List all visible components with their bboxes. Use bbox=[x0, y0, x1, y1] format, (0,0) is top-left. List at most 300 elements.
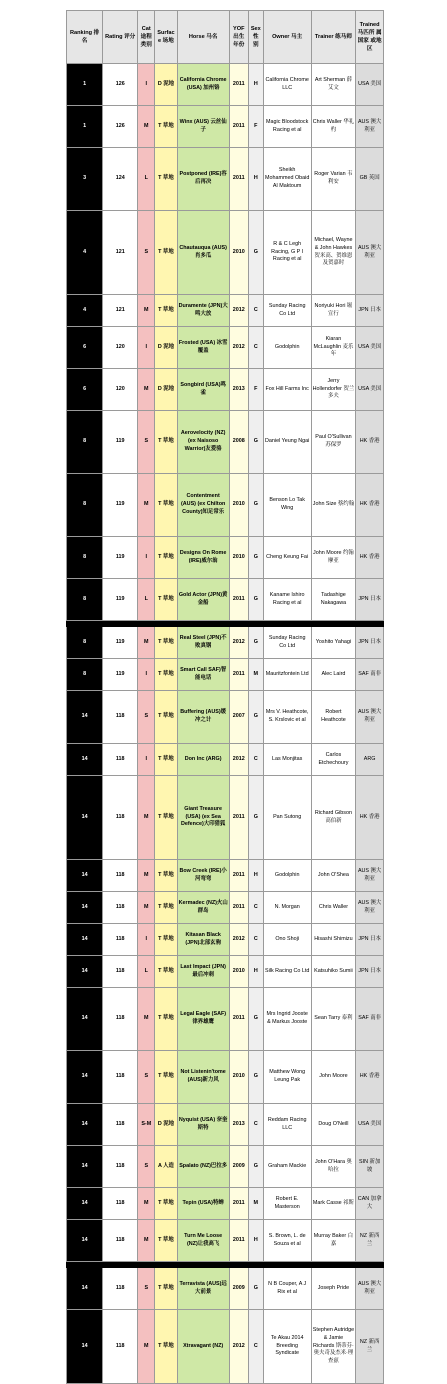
cat-cell: I bbox=[138, 924, 155, 956]
sex-cell: G bbox=[248, 988, 263, 1051]
cat-cell: I bbox=[138, 537, 155, 579]
rating-cell: 118 bbox=[103, 1146, 138, 1188]
horse-cell: Aerovelocity (NZ) (ex Naisoso Warrior)友爱骆 bbox=[177, 411, 229, 474]
trainer-cell: Katsuhiko Sumii bbox=[311, 956, 356, 988]
surface-cell: T 草地 bbox=[155, 106, 177, 148]
owner-cell: Pan Sutong bbox=[263, 776, 311, 860]
yof-cell: 2008 bbox=[229, 411, 248, 474]
table-row bbox=[67, 211, 384, 295]
header-surface[interactable]: Surface 场地 bbox=[155, 11, 177, 64]
yof-cell: 2013 bbox=[229, 1104, 248, 1146]
table-row bbox=[67, 627, 384, 659]
table-row bbox=[67, 474, 384, 537]
trainer-cell: John Size 蔡约翰 bbox=[311, 474, 356, 537]
rating-cell: 119 bbox=[103, 411, 138, 474]
cat-cell: L bbox=[138, 956, 155, 988]
cat-cell: L bbox=[138, 579, 155, 621]
yof-cell: 2010 bbox=[229, 956, 248, 988]
sex-cell: M bbox=[248, 1188, 263, 1220]
table-row bbox=[67, 1268, 384, 1310]
rating-cell: 118 bbox=[103, 860, 138, 892]
sex-cell: H bbox=[248, 956, 263, 988]
rating-cell: 124 bbox=[103, 148, 138, 211]
yof-cell: 2013 bbox=[229, 369, 248, 411]
rank-cell: 14 bbox=[67, 1310, 103, 1384]
rank-cell: 8 bbox=[67, 627, 103, 659]
header-sex[interactable]: Sex 性 别 bbox=[248, 11, 263, 64]
trainer-cell: Paul O'Sullivan 苏保罗 bbox=[311, 411, 356, 474]
cat-cell: I bbox=[138, 327, 155, 369]
owner-cell: Godolphin bbox=[263, 860, 311, 892]
yof-cell: 2011 bbox=[229, 1188, 248, 1220]
owner-cell: Sunday Racing Co Ltd bbox=[263, 295, 311, 327]
sex-cell: F bbox=[248, 369, 263, 411]
owner-cell: Sunday Racing Co Ltd bbox=[263, 627, 311, 659]
surface-cell: D 泥地 bbox=[155, 369, 177, 411]
horse-cell: California Chrome (USA) 加州铬 bbox=[177, 64, 229, 106]
header-horse[interactable]: Horse 马名 bbox=[177, 11, 229, 64]
sex-cell: C bbox=[248, 295, 263, 327]
trained-cell: JPN 日本 bbox=[356, 924, 384, 956]
surface-cell: T 草地 bbox=[155, 295, 177, 327]
cat-cell: M bbox=[138, 295, 155, 327]
trained-cell: NZ 新西兰 bbox=[356, 1220, 384, 1262]
rating-cell: 120 bbox=[103, 327, 138, 369]
horse-cell: Contentment (AUS) (ex Chilton County)知足常乐 bbox=[177, 474, 229, 537]
trained-cell: SIN 新加坡 bbox=[356, 1146, 384, 1188]
sex-cell: C bbox=[248, 892, 263, 924]
owner-cell: Kaname Ishiro Racing et al bbox=[263, 579, 311, 621]
owner-cell: Daniel Yeung Ngai bbox=[263, 411, 311, 474]
sex-cell: G bbox=[248, 1051, 263, 1104]
sex-cell: C bbox=[248, 924, 263, 956]
horse-cell: Buffering (AUS)缓冲之计 bbox=[177, 691, 229, 744]
horse-cell: Don Inc (ARG) bbox=[177, 744, 229, 776]
header-cat[interactable]: Cat 途程 类别 bbox=[138, 11, 155, 64]
sex-cell: C bbox=[248, 1310, 263, 1384]
trainer-cell: Noriyuki Hori 堀宣行 bbox=[311, 295, 356, 327]
trained-cell: HK 香港 bbox=[356, 1051, 384, 1104]
sex-cell: G bbox=[248, 211, 263, 295]
rank-cell: 8 bbox=[67, 579, 103, 621]
rank-cell: 14 bbox=[67, 776, 103, 860]
table-row bbox=[67, 659, 384, 691]
rating-cell: 118 bbox=[103, 776, 138, 860]
trainer-cell: Doug O'Neill bbox=[311, 1104, 356, 1146]
rating-cell: 118 bbox=[103, 1268, 138, 1310]
horse-cell: Turn Me Loose (NZ)让我高飞 bbox=[177, 1220, 229, 1262]
header-trained[interactable]: Trained 马匹所 属国家 或地区 bbox=[356, 11, 384, 64]
trained-cell: SAF 南非 bbox=[356, 988, 384, 1051]
trainer-cell: Richard Gibson 高伯新 bbox=[311, 776, 356, 860]
rating-cell: 119 bbox=[103, 537, 138, 579]
header-rating[interactable]: Rating 评分 bbox=[103, 11, 138, 64]
surface-cell: T 草地 bbox=[155, 1188, 177, 1220]
yof-cell: 2012 bbox=[229, 295, 248, 327]
table-row bbox=[67, 860, 384, 892]
rating-cell: 119 bbox=[103, 659, 138, 691]
horse-cell: Giant Treasure (USA) (ex Sea Defence)大印猎狐 bbox=[177, 776, 229, 860]
owner-cell: Te Akau 2014 Breeding Syndicate bbox=[263, 1310, 311, 1384]
rank-cell: 14 bbox=[67, 956, 103, 988]
rank-cell: 6 bbox=[67, 369, 103, 411]
horse-cell: Real Steel (JPN)不败真钢 bbox=[177, 627, 229, 659]
rating-cell: 118 bbox=[103, 744, 138, 776]
rating-cell: 119 bbox=[103, 474, 138, 537]
horse-cell: Kitasan Black (JPN)北部玄驹 bbox=[177, 924, 229, 956]
trained-cell: AUS 澳大利亚 bbox=[356, 691, 384, 744]
sex-cell: G bbox=[248, 1146, 263, 1188]
owner-cell: Graham Mackie bbox=[263, 1146, 311, 1188]
surface-cell: T 草地 bbox=[155, 691, 177, 744]
trainer-cell: Stephen Autridge & Jamie Richards 斯蒂芬·奥夫奇及杰米·理查兹 bbox=[311, 1310, 356, 1384]
surface-cell: T 草地 bbox=[155, 411, 177, 474]
owner-cell: California Chrome LLC bbox=[263, 64, 311, 106]
rank-cell: 14 bbox=[67, 988, 103, 1051]
owner-cell: Mrs Ingrid Jooste & Markus Jooste bbox=[263, 988, 311, 1051]
rating-cell: 121 bbox=[103, 211, 138, 295]
cat-cell: S bbox=[138, 691, 155, 744]
rank-cell: 8 bbox=[67, 474, 103, 537]
horse-cell: Songbird (USA)鸣雀 bbox=[177, 369, 229, 411]
yof-cell: 2010 bbox=[229, 1051, 248, 1104]
table-row bbox=[67, 1310, 384, 1384]
trained-cell: USA 美国 bbox=[356, 369, 384, 411]
trainer-cell: Hisashi Shimizu bbox=[311, 924, 356, 956]
rank-cell: 14 bbox=[67, 1146, 103, 1188]
trained-cell: USA 美国 bbox=[356, 1104, 384, 1146]
horse-cell: Bow Creek (IRE)小河弯弯 bbox=[177, 860, 229, 892]
horse-cell: Gold Actor (JPN)黄金船 bbox=[177, 579, 229, 621]
trained-cell: USA 美国 bbox=[356, 64, 384, 106]
trainer-cell: Mark Casse 祁斯 bbox=[311, 1188, 356, 1220]
rank-cell: 1 bbox=[67, 64, 103, 106]
surface-cell: T 草地 bbox=[155, 627, 177, 659]
trained-cell: USA 美国 bbox=[356, 327, 384, 369]
horse-cell: Spalato (NZ)巴拉多 bbox=[177, 1146, 229, 1188]
cat-cell: M bbox=[138, 776, 155, 860]
trainer-cell: Alec Laird bbox=[311, 659, 356, 691]
sex-cell: H bbox=[248, 860, 263, 892]
horse-cell: Not Listenin'tome (AUS)新力风 bbox=[177, 1051, 229, 1104]
trainer-cell: John O'Shea bbox=[311, 860, 356, 892]
trainer-cell: John Moore bbox=[311, 1051, 356, 1104]
trainer-cell: Chris Waller 华礼杓 bbox=[311, 106, 356, 148]
sex-cell: H bbox=[248, 64, 263, 106]
header-owner[interactable]: Owner 马主 bbox=[263, 11, 311, 64]
rank-cell: 6 bbox=[67, 327, 103, 369]
horse-cell: Nyquist (USA) 奈奎斯特 bbox=[177, 1104, 229, 1146]
rating-cell: 119 bbox=[103, 579, 138, 621]
rank-cell: 8 bbox=[67, 659, 103, 691]
yof-cell: 2011 bbox=[229, 148, 248, 211]
sex-cell: C bbox=[248, 327, 263, 369]
header-trainer[interactable]: Trainer 练马师 bbox=[311, 11, 356, 64]
rank-cell: 14 bbox=[67, 1051, 103, 1104]
table-row bbox=[67, 924, 384, 956]
yof-cell: 2012 bbox=[229, 924, 248, 956]
table-row bbox=[67, 148, 384, 211]
rating-cell: 119 bbox=[103, 627, 138, 659]
trained-cell: JPN 日本 bbox=[356, 627, 384, 659]
table-row bbox=[67, 956, 384, 988]
ranking-table bbox=[66, 10, 384, 1384]
table-row bbox=[67, 988, 384, 1051]
table-row bbox=[67, 1104, 384, 1146]
table-row bbox=[67, 776, 384, 860]
yof-cell: 2011 bbox=[229, 988, 248, 1051]
yof-cell: 2011 bbox=[229, 579, 248, 621]
sex-cell: H bbox=[248, 148, 263, 211]
rating-cell: 118 bbox=[103, 1104, 138, 1146]
trainer-cell: Sean Tarry 泰利 bbox=[311, 988, 356, 1051]
header-ranking[interactable]: Ranking 排名 bbox=[67, 11, 103, 64]
yof-cell: 2012 bbox=[229, 627, 248, 659]
rating-cell: 118 bbox=[103, 1310, 138, 1384]
trained-cell: NZ 新西兰 bbox=[356, 1310, 384, 1384]
trainer-cell: Roger Varian 韦利安 bbox=[311, 148, 356, 211]
owner-cell: Sheikh Mohammed Obaid Al Maktoum bbox=[263, 148, 311, 211]
yof-cell: 2010 bbox=[229, 537, 248, 579]
cat-cell: M bbox=[138, 369, 155, 411]
sex-cell: G bbox=[248, 411, 263, 474]
owner-cell: Las Monjitas bbox=[263, 744, 311, 776]
trained-cell: JPN 日本 bbox=[356, 295, 384, 327]
trainer-cell: Murray Baker 白嘉 bbox=[311, 1220, 356, 1262]
trainer-cell: Robert Heathcote bbox=[311, 691, 356, 744]
surface-cell: D 泥地 bbox=[155, 64, 177, 106]
rank-cell: 14 bbox=[67, 892, 103, 924]
yof-cell: 2011 bbox=[229, 776, 248, 860]
rank-cell: 14 bbox=[67, 1104, 103, 1146]
owner-cell: Cheng Keung Fai bbox=[263, 537, 311, 579]
surface-cell: T 草地 bbox=[155, 148, 177, 211]
sex-cell: G bbox=[248, 776, 263, 860]
yof-cell: 2009 bbox=[229, 1146, 248, 1188]
yof-cell: 2012 bbox=[229, 744, 248, 776]
trained-cell: JPN 日本 bbox=[356, 956, 384, 988]
owner-cell: Silk Racing Co Ltd bbox=[263, 956, 311, 988]
rating-cell: 118 bbox=[103, 988, 138, 1051]
owner-cell: Magic Bloodstock Racing et al bbox=[263, 106, 311, 148]
trainer-cell: Chris Waller bbox=[311, 892, 356, 924]
trained-cell: JPN 日本 bbox=[356, 579, 384, 621]
owner-cell: Mauritzfontein Ltd bbox=[263, 659, 311, 691]
rank-cell: 8 bbox=[67, 537, 103, 579]
owner-cell: Ono Shoji bbox=[263, 924, 311, 956]
cat-cell: M bbox=[138, 1310, 155, 1384]
sex-cell: G bbox=[248, 691, 263, 744]
trainer-cell: Joseph Pride bbox=[311, 1268, 356, 1310]
horse-cell: Frosted (USA) 冰雪覆盖 bbox=[177, 327, 229, 369]
surface-cell: T 草地 bbox=[155, 1268, 177, 1310]
table-row bbox=[67, 744, 384, 776]
yof-cell: 2010 bbox=[229, 474, 248, 537]
horse-cell: Winx (AUS) 云丝仙子 bbox=[177, 106, 229, 148]
cat-cell: L bbox=[138, 148, 155, 211]
rank-cell: 14 bbox=[67, 1220, 103, 1262]
yof-cell: 2011 bbox=[229, 64, 248, 106]
owner-cell: N. Morgan bbox=[263, 892, 311, 924]
rank-cell: 3 bbox=[67, 148, 103, 211]
table-row bbox=[67, 64, 384, 106]
surface-cell: T 草地 bbox=[155, 744, 177, 776]
table-row bbox=[67, 1146, 384, 1188]
surface-cell: T 草地 bbox=[155, 988, 177, 1051]
cat-cell: I bbox=[138, 64, 155, 106]
sex-cell: G bbox=[248, 1268, 263, 1310]
rating-cell: 118 bbox=[103, 1051, 138, 1104]
horse-cell: Postponed (IRE)容后再决 bbox=[177, 148, 229, 211]
trained-cell: SAF 南非 bbox=[356, 659, 384, 691]
table-row bbox=[67, 691, 384, 744]
cat-cell: M bbox=[138, 1220, 155, 1262]
surface-cell: T 草地 bbox=[155, 1051, 177, 1104]
rating-cell: 118 bbox=[103, 691, 138, 744]
trainer-cell: Tadashige Nakagawa bbox=[311, 579, 356, 621]
trained-cell: CAN 加拿大 bbox=[356, 1188, 384, 1220]
table-body bbox=[67, 64, 384, 1384]
rank-cell: 4 bbox=[67, 295, 103, 327]
sex-cell: G bbox=[248, 627, 263, 659]
rank-cell: 14 bbox=[67, 1188, 103, 1220]
trainer-cell: Michael, Wayne & John Hawkes 贺米高、贺维恩及贺嘉时 bbox=[311, 211, 356, 295]
trainer-cell: Yoshito Yahagi bbox=[311, 627, 356, 659]
rank-cell: 14 bbox=[67, 691, 103, 744]
horse-cell: Terravista (AUS)远大前景 bbox=[177, 1268, 229, 1310]
rating-cell: 118 bbox=[103, 956, 138, 988]
horse-cell: Legal Eagle (SAF)律界雄鹰 bbox=[177, 988, 229, 1051]
rating-cell: 118 bbox=[103, 892, 138, 924]
surface-cell: A 人造 bbox=[155, 1146, 177, 1188]
owner-cell: Fox Hill Farms Inc bbox=[263, 369, 311, 411]
cat-cell: M bbox=[138, 106, 155, 148]
table-row bbox=[67, 579, 384, 621]
trained-cell: AUS 澳大利亚 bbox=[356, 106, 384, 148]
owner-cell: Robert E. Masterson bbox=[263, 1188, 311, 1220]
cat-cell: M bbox=[138, 474, 155, 537]
surface-cell: T 草地 bbox=[155, 537, 177, 579]
trained-cell: GB 英国 bbox=[356, 148, 384, 211]
trainer-cell: Jerry Hollendorfer 贺兰多夫 bbox=[311, 369, 356, 411]
rank-cell: 14 bbox=[67, 1268, 103, 1310]
horse-cell: Duramente (JPN)大鸣大放 bbox=[177, 295, 229, 327]
trainer-cell: Kiaran McLaughlin 麦乐年 bbox=[311, 327, 356, 369]
trainer-cell: John Moore 约翰摩亚 bbox=[311, 537, 356, 579]
yof-cell: 2011 bbox=[229, 659, 248, 691]
cat-cell: M bbox=[138, 1188, 155, 1220]
owner-cell: S. Brown, L. de Souza et al bbox=[263, 1220, 311, 1262]
cat-cell: S bbox=[138, 1051, 155, 1104]
cat-cell: S bbox=[138, 1146, 155, 1188]
horse-cell: Chautauqua (AUS)肖多瓜 bbox=[177, 211, 229, 295]
surface-cell: D 泥地 bbox=[155, 1104, 177, 1146]
header-yof[interactable]: YOF 出生 年份 bbox=[229, 11, 248, 64]
rating-cell: 118 bbox=[103, 1188, 138, 1220]
rank-cell: 1 bbox=[67, 106, 103, 148]
rank-cell: 14 bbox=[67, 860, 103, 892]
sex-cell: G bbox=[248, 474, 263, 537]
surface-cell: T 草地 bbox=[155, 956, 177, 988]
surface-cell: T 草地 bbox=[155, 924, 177, 956]
rating-cell: 121 bbox=[103, 295, 138, 327]
trained-cell: HK 香港 bbox=[356, 411, 384, 474]
surface-cell: T 草地 bbox=[155, 659, 177, 691]
surface-cell: T 草地 bbox=[155, 1220, 177, 1262]
horse-cell: Xtravagant (NZ) bbox=[177, 1310, 229, 1384]
yof-cell: 2012 bbox=[229, 327, 248, 369]
surface-cell: T 草地 bbox=[155, 474, 177, 537]
sex-cell: C bbox=[248, 744, 263, 776]
trained-cell: AUS 澳大利亚 bbox=[356, 1268, 384, 1310]
horse-cell: Last Impact (JPN)最后冲刺 bbox=[177, 956, 229, 988]
trained-cell: AUS 澳大利亚 bbox=[356, 211, 384, 295]
rank-cell: 14 bbox=[67, 744, 103, 776]
trained-cell: HK 香港 bbox=[356, 537, 384, 579]
rating-cell: 126 bbox=[103, 64, 138, 106]
owner-cell: Reddam Racing LLC bbox=[263, 1104, 311, 1146]
surface-cell: T 草地 bbox=[155, 776, 177, 860]
rank-cell: 14 bbox=[67, 924, 103, 956]
table-row bbox=[67, 1220, 384, 1262]
trainer-cell: Art Sherman 薛艾文 bbox=[311, 64, 356, 106]
yof-cell: 2011 bbox=[229, 860, 248, 892]
rating-cell: 118 bbox=[103, 924, 138, 956]
surface-cell: T 草地 bbox=[155, 860, 177, 892]
yof-cell: 2007 bbox=[229, 691, 248, 744]
sex-cell: C bbox=[248, 1104, 263, 1146]
trained-cell: AUS 澳大利亚 bbox=[356, 860, 384, 892]
trainer-cell: John O'Hara 奥哈拉 bbox=[311, 1146, 356, 1188]
yof-cell: 2011 bbox=[229, 106, 248, 148]
sex-cell: G bbox=[248, 579, 263, 621]
yof-cell: 2011 bbox=[229, 1220, 248, 1262]
cat-cell: I bbox=[138, 659, 155, 691]
sex-cell: M bbox=[248, 659, 263, 691]
cat-cell: M bbox=[138, 892, 155, 924]
table-row bbox=[67, 327, 384, 369]
surface-cell: T 草地 bbox=[155, 211, 177, 295]
table-row bbox=[67, 411, 384, 474]
surface-cell: T 草地 bbox=[155, 1310, 177, 1384]
trainer-cell: Carlos Etchechoury bbox=[311, 744, 356, 776]
table-row bbox=[67, 1051, 384, 1104]
cat-cell: S bbox=[138, 1268, 155, 1310]
sex-cell: H bbox=[248, 1220, 263, 1262]
cat-cell: S bbox=[138, 211, 155, 295]
rank-cell: 8 bbox=[67, 411, 103, 474]
cat-cell: M bbox=[138, 627, 155, 659]
horse-cell: Designs On Rome (IRE)威尔翁 bbox=[177, 537, 229, 579]
rating-cell: 118 bbox=[103, 1220, 138, 1262]
cat-cell: M bbox=[138, 988, 155, 1051]
cat-cell: I bbox=[138, 744, 155, 776]
table-row bbox=[67, 1188, 384, 1220]
table-row bbox=[67, 295, 384, 327]
rating-cell: 120 bbox=[103, 369, 138, 411]
surface-cell: T 草地 bbox=[155, 579, 177, 621]
owner-cell: Godolphin bbox=[263, 327, 311, 369]
yof-cell: 2011 bbox=[229, 892, 248, 924]
horse-cell: Kermadec (NZ)火山群岛 bbox=[177, 892, 229, 924]
yof-cell: 2010 bbox=[229, 211, 248, 295]
cat-cell: S bbox=[138, 411, 155, 474]
owner-cell: Mrs V. Heathcote, S. Krslovic et al bbox=[263, 691, 311, 744]
owner-cell: Benson Lo Tak Wing bbox=[263, 474, 311, 537]
horse-cell: Tepin (USA)特蝉 bbox=[177, 1188, 229, 1220]
owner-cell: Matthew Wong Leung Pak bbox=[263, 1051, 311, 1104]
rank-cell: 4 bbox=[67, 211, 103, 295]
